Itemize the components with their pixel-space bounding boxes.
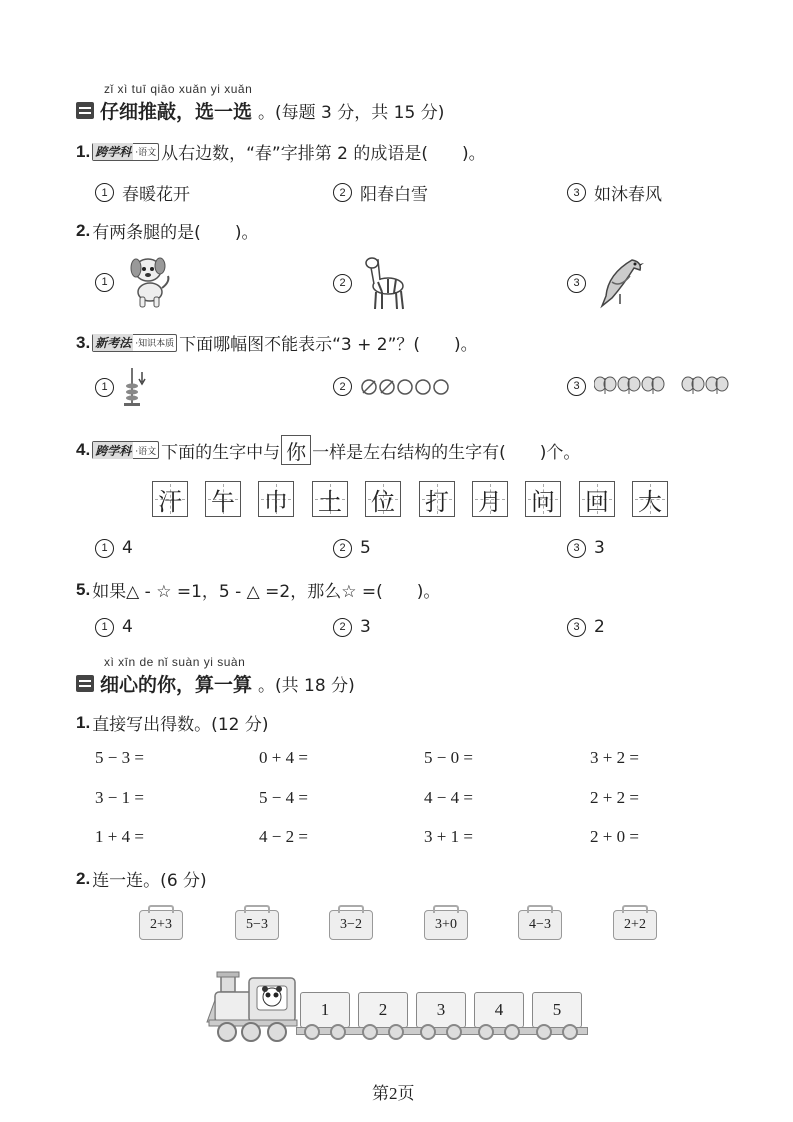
section2-pinyin: xì xīn de nǐ suàn yi suàn	[104, 655, 246, 669]
q1-option-3[interactable]	[567, 180, 662, 205]
q1-option-1[interactable]	[95, 180, 190, 205]
circle-number: 1	[95, 273, 114, 292]
tag-bold: 跨学科	[95, 145, 132, 159]
wheel-icon	[446, 1024, 462, 1040]
wheel-icon	[504, 1024, 520, 1040]
question-text: 如果△ - ☆ =1，5 - △ =2，那么☆ =( )。	[92, 582, 441, 602]
calc-item: 3 + 2 =	[590, 748, 639, 767]
section2-title: 细心的你，算一算	[100, 674, 253, 696]
calc-item: 5 − 3 =	[95, 748, 144, 767]
calc-item: 1 + 4 =	[95, 827, 144, 846]
section1-heading	[76, 97, 444, 124]
wheel-icon	[536, 1024, 552, 1040]
option-text: 3	[360, 617, 371, 637]
circle-number: 2	[333, 183, 352, 202]
calc-item: 2 + 0 =	[590, 827, 639, 846]
option-text: 4	[122, 617, 133, 637]
question-number: 3.	[76, 332, 91, 352]
option-text: 5	[360, 538, 371, 558]
q4-option-2[interactable]	[333, 538, 371, 558]
option-text: 2	[594, 617, 605, 637]
character: 打	[425, 487, 449, 516]
boxed-character: 你	[281, 435, 311, 465]
calc-item: 5 − 4 =	[259, 788, 308, 807]
subject-tag	[92, 441, 159, 459]
dog-icon	[122, 254, 172, 310]
circle-number: 3	[567, 377, 586, 396]
character: 大	[638, 487, 662, 516]
q2-option-3[interactable]	[567, 254, 644, 312]
question-5	[76, 577, 440, 602]
calc-item: 3 + 1 =	[424, 827, 473, 846]
calc-item: 4 − 4 =	[424, 788, 473, 807]
q5-option-1[interactable]	[95, 617, 133, 637]
question-2	[76, 218, 258, 243]
q2-option-1[interactable]	[95, 254, 172, 310]
section1-title: 仔细推敲，选一选	[100, 101, 253, 123]
abacus-icon	[122, 366, 152, 408]
zebra-icon	[360, 254, 410, 312]
question-number: 2.	[76, 220, 91, 240]
character-cell	[579, 481, 615, 517]
question-text: 连一连。(6 分)	[92, 871, 207, 891]
circles-icon	[360, 378, 456, 396]
option-text: 春暖花开	[122, 185, 190, 205]
q3-option-2[interactable]	[333, 377, 456, 396]
wheel-icon	[304, 1024, 320, 1040]
circle-number: 2	[333, 618, 352, 637]
character-cell	[205, 481, 241, 517]
circle-number: 2	[333, 377, 352, 396]
question-text-before: 下面的生字中与	[161, 442, 281, 463]
tag-bold: 跨学科	[95, 443, 132, 458]
circle-number: 3	[567, 183, 586, 202]
option-text: 阳春白雪	[360, 185, 428, 205]
circle-number: 3	[567, 539, 586, 558]
circle-number: 1	[95, 618, 114, 637]
character-cell	[632, 481, 668, 517]
calc-item: 5 − 0 =	[424, 748, 473, 767]
q2-option-2[interactable]	[333, 254, 410, 312]
wheel-icon	[478, 1024, 494, 1040]
question-number: 2.	[76, 868, 91, 888]
character-cell	[365, 481, 401, 517]
wheel-icon	[330, 1024, 346, 1040]
question-number: 1.	[76, 712, 91, 732]
character: 回	[585, 487, 609, 516]
question-4	[76, 435, 580, 465]
character-cell	[152, 481, 188, 517]
q3-option-3[interactable]	[567, 374, 730, 398]
circle-number: 3	[567, 618, 586, 637]
expression-card[interactable]: 4−3	[518, 910, 562, 940]
circle-number: 3	[567, 274, 586, 293]
section2-note: 。(共 18 分)	[258, 676, 355, 696]
option-text: 3	[594, 538, 605, 558]
circle-number: 1	[95, 539, 114, 558]
character: 问	[531, 487, 555, 516]
calc-item: 0 + 4 =	[259, 748, 308, 767]
wheel-icon	[388, 1024, 404, 1040]
option-text: 如沐春风	[594, 185, 662, 205]
expression-card[interactable]: 2+3	[139, 910, 183, 940]
question-1	[76, 139, 486, 164]
character-cell	[525, 481, 561, 517]
calc-question-1	[76, 710, 269, 735]
character: 汗	[158, 487, 182, 516]
character: 午	[211, 487, 235, 516]
tag-bold: 新考法	[95, 336, 132, 350]
question-3	[76, 330, 478, 355]
calc-item: 2 + 2 =	[590, 788, 639, 807]
character-cell	[472, 481, 508, 517]
q4-option-1[interactable]	[95, 538, 133, 558]
wheel-icon	[420, 1024, 436, 1040]
q1-option-2[interactable]	[333, 180, 428, 205]
train-wagon[interactable]: 2	[358, 992, 408, 1028]
character: 位	[371, 487, 395, 516]
calc-item: 3 − 1 =	[95, 788, 144, 807]
question-number: 5.	[76, 579, 91, 599]
train-wagon[interactable]: 4	[474, 992, 524, 1028]
option-text: 4	[122, 538, 133, 558]
character: 土	[318, 487, 342, 516]
expression-card[interactable]: 3+0	[424, 910, 468, 940]
question-text-after: 一样是左右结构的生字有( )个。	[312, 442, 581, 463]
section1-note: 。(每题 3 分，共 15 分)	[258, 103, 445, 123]
section1-pinyin: zǐ xì tuī qiāo xuǎn yi xuǎn	[104, 82, 253, 96]
locomotive-icon	[205, 970, 300, 1045]
butterflies-icon	[594, 374, 730, 398]
section-number-icon	[76, 675, 94, 692]
bird-icon	[594, 254, 644, 312]
tag-small: ·语文	[135, 148, 157, 158]
wheel-icon	[362, 1024, 378, 1040]
expression-card[interactable]: 2+2	[613, 910, 657, 940]
q4-option-3[interactable]	[567, 538, 605, 558]
question-number: 4.	[76, 440, 91, 459]
question-text: 从右边数，“春”字排第 2 的成语是( )。	[161, 144, 486, 164]
character: 月	[478, 487, 502, 516]
question-text: 下面哪幅图不能表示“3 + 2”？( )。	[179, 335, 478, 355]
circle-number: 2	[333, 274, 352, 293]
character-cell	[419, 481, 455, 517]
question-text: 有两条腿的是( )。	[92, 223, 259, 243]
character-cell	[258, 481, 294, 517]
calc-question-2	[76, 866, 207, 891]
expression-card[interactable]: 5−3	[235, 910, 279, 940]
wheel-icon	[562, 1024, 578, 1040]
circle-number: 1	[95, 183, 114, 202]
circle-number: 2	[333, 539, 352, 558]
question-text: 直接写出得数。(12 分)	[92, 715, 269, 735]
page-number: 第2页	[372, 1084, 415, 1103]
q5-option-3[interactable]	[567, 617, 605, 637]
train-wagon[interactable]: 1	[300, 992, 350, 1028]
circle-number: 1	[95, 378, 114, 397]
character-cell	[312, 481, 348, 517]
q5-option-2[interactable]	[333, 617, 371, 637]
train-wagon[interactable]: 5	[532, 992, 582, 1028]
tag-small: ·知识本质	[135, 339, 175, 349]
calc-item: 4 − 2 =	[259, 827, 308, 846]
train-wagon[interactable]: 3	[416, 992, 466, 1028]
section2-heading	[76, 670, 355, 697]
expression-card[interactable]: 3−2	[329, 910, 373, 940]
section-number-icon	[76, 102, 94, 119]
subject-tag	[92, 143, 159, 161]
method-tag	[92, 334, 177, 352]
character: 巾	[264, 487, 288, 516]
q3-option-1[interactable]	[95, 366, 152, 408]
tag-small: ·语文	[135, 446, 157, 457]
question-number: 1.	[76, 141, 91, 161]
